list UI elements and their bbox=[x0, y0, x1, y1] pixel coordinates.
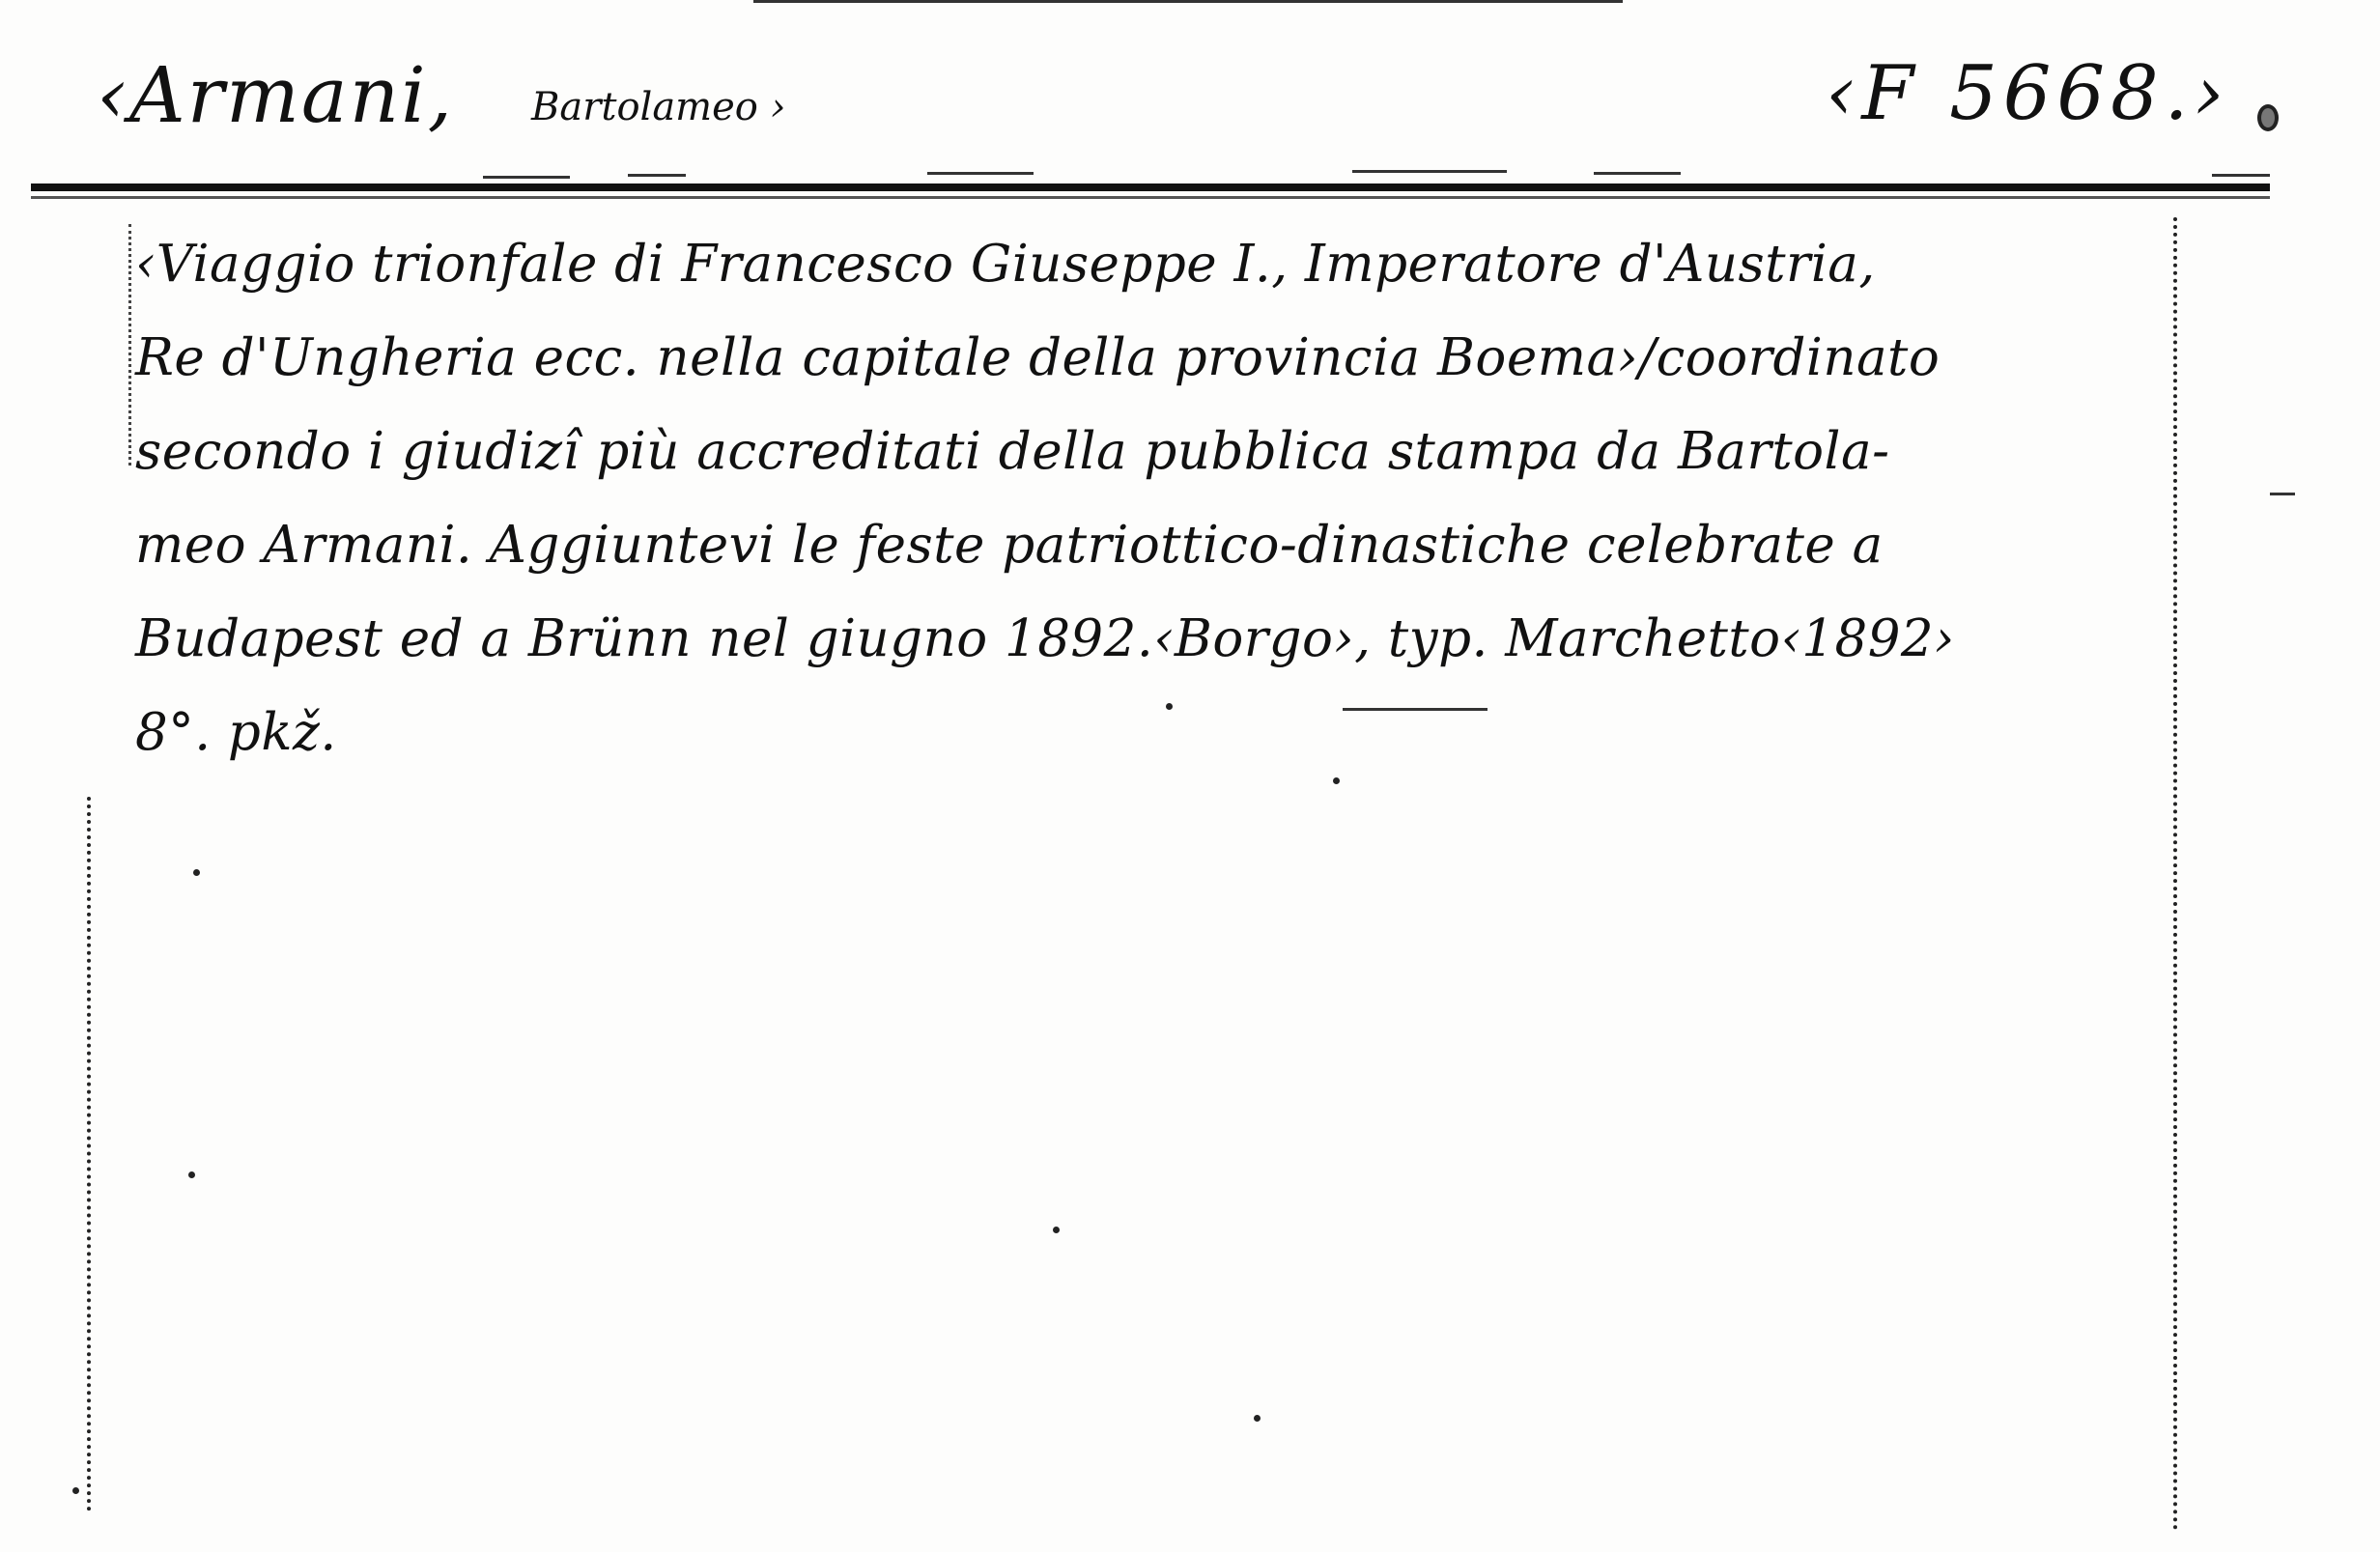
stray-dash bbox=[2270, 493, 2295, 495]
ink-speck bbox=[72, 1487, 79, 1494]
rule-dash bbox=[483, 176, 570, 179]
rule-dash bbox=[628, 174, 686, 177]
bibliographic-entry bbox=[135, 217, 2183, 779]
header-rule-shadow bbox=[31, 196, 2270, 199]
heading-forename: Bartolameo › bbox=[531, 85, 786, 129]
ink-speck bbox=[193, 869, 200, 876]
ink-speck bbox=[1254, 1415, 1261, 1422]
header-rule bbox=[31, 183, 2270, 191]
left-margin-dotted-line bbox=[87, 797, 91, 1511]
top-edge-rule bbox=[753, 0, 1623, 3]
entry-line-1: ‹Viaggio trionfale di Francesco Giuseppe I., Imperatore d'Austria, bbox=[135, 235, 1876, 294]
rule-dash bbox=[1594, 172, 1681, 175]
rule-dash bbox=[927, 172, 1034, 175]
ink-speck bbox=[1053, 1227, 1060, 1233]
rule-dash bbox=[2212, 174, 2270, 177]
rule-dash bbox=[1352, 170, 1507, 173]
entry-line-5: Budapest ed a Brünn nel giugno 1892.‹Borgo›, typ. Marchetto‹1892› bbox=[135, 609, 1955, 668]
shelfmark: ‹F 5668.› bbox=[1826, 50, 2230, 137]
ring-hole-mark bbox=[2257, 104, 2279, 131]
entry-line-4: meo Armani. Aggiuntevi le feste patriottico-dinastiche celebrate a bbox=[135, 516, 1884, 575]
entry-line-2: Re d'Ungheria ecc. nella capitale della provincia Boema›/coordinato bbox=[135, 328, 1941, 387]
ink-speck bbox=[188, 1171, 195, 1178]
entry-line-6: 8°. pkž. bbox=[135, 703, 337, 762]
entry-line-3: secondo i giudizî più accreditati della pubblica stampa da Bartola- bbox=[135, 422, 1890, 481]
heading-surname: ‹Armani, bbox=[97, 50, 455, 140]
left-margin-dotted-line-upper bbox=[128, 224, 131, 466]
